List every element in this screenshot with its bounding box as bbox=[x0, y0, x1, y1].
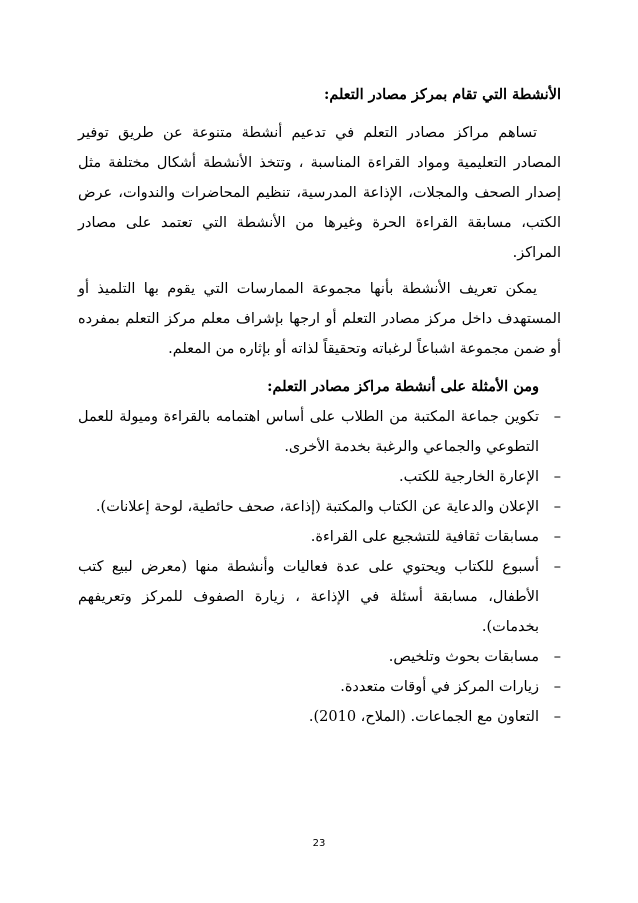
examples-heading: ومن الأمثلة على أنشطة مراكز مصادر التعلم: bbox=[267, 378, 539, 395]
page-text bbox=[78, 80, 561, 732]
list-item bbox=[78, 672, 561, 702]
list-item bbox=[78, 462, 561, 492]
examples-list bbox=[78, 402, 561, 732]
list-item-text: الإعلان والدعاية عن الكتاب والمكتبة (إذاعة، صحف حائطية، لوحة إعلانات). bbox=[95, 499, 539, 515]
list-item bbox=[78, 402, 561, 462]
list-item bbox=[78, 522, 561, 552]
list-marker: – bbox=[553, 469, 561, 485]
list-item-text: أسبوع للكتاب ويحتوي على عدة فعاليات وأنشطة منها (معرض لبيع كتب الأطفال، مسابقة أسئلة في الإذاعة ، زيارة الصفوف للمركز وتعريفهم بخدمات). bbox=[78, 559, 539, 635]
list-marker: – bbox=[553, 499, 561, 515]
list-item bbox=[78, 552, 561, 642]
list-marker: – bbox=[553, 679, 561, 695]
list-marker: – bbox=[553, 649, 561, 665]
list-item bbox=[78, 702, 561, 732]
section-heading: الأنشطة التي تقام بمركز مصادر التعلم: bbox=[323, 86, 561, 103]
list-marker: – bbox=[553, 559, 561, 575]
list-item-text: التعاون مع الجماعات. (الملاح، 2010). bbox=[308, 709, 539, 725]
list-item-text: مسابقات بحوث وتلخيص. bbox=[388, 649, 539, 665]
list-marker: – bbox=[553, 709, 561, 725]
list-item-text: الإعارة الخارجية للكتب. bbox=[399, 469, 539, 485]
list-item-text: مسابقات ثقافية للتشجيع على القراءة. bbox=[310, 529, 539, 545]
list-marker: – bbox=[553, 529, 561, 545]
list-item bbox=[78, 492, 561, 522]
list-marker: – bbox=[553, 409, 561, 425]
page-number: 23 bbox=[312, 838, 326, 849]
list-item bbox=[78, 642, 561, 672]
paragraph-2: يمكن تعريف الأنشطة بأنها مجموعة الممارسات التي يقوم بها التلميذ أو المستهدف داخل مركز مصادر التعلم أو ارجها بإشراف معلم مركز التعلم بمفرده أو ضمن مجموعة اشباعاً لرغباته وتحقيقاً لذاته أو بإثاره من المعلم. bbox=[78, 281, 561, 357]
list-item-text: زيارات المركز في أوقات متعددة. bbox=[340, 679, 539, 695]
list-item-text: تكوين جماعة المكتبة من الطلاب على أساس اهتمامه بالقراءة وميولة للعمل التطوعي والجماعي والرغبة بخدمة الأخرى. bbox=[78, 409, 539, 455]
paragraph-1: تساهم مراكز مصادر التعلم في تدعيم أنشطة متنوعة عن طريق توفير المصادر التعليمية ومواد القراءة المناسبة ، وتتخذ الأنشطة أشكال مختلفة مثل إصدار الصحف والمجلات، الإذاعة المدرسية، تنظيم المحاضرات والندوات، عرض الكتب، مسابقة القراءة الحرة وغيرها من الأنشطة التي تعتمد على مصادر المراكز. bbox=[78, 125, 561, 261]
